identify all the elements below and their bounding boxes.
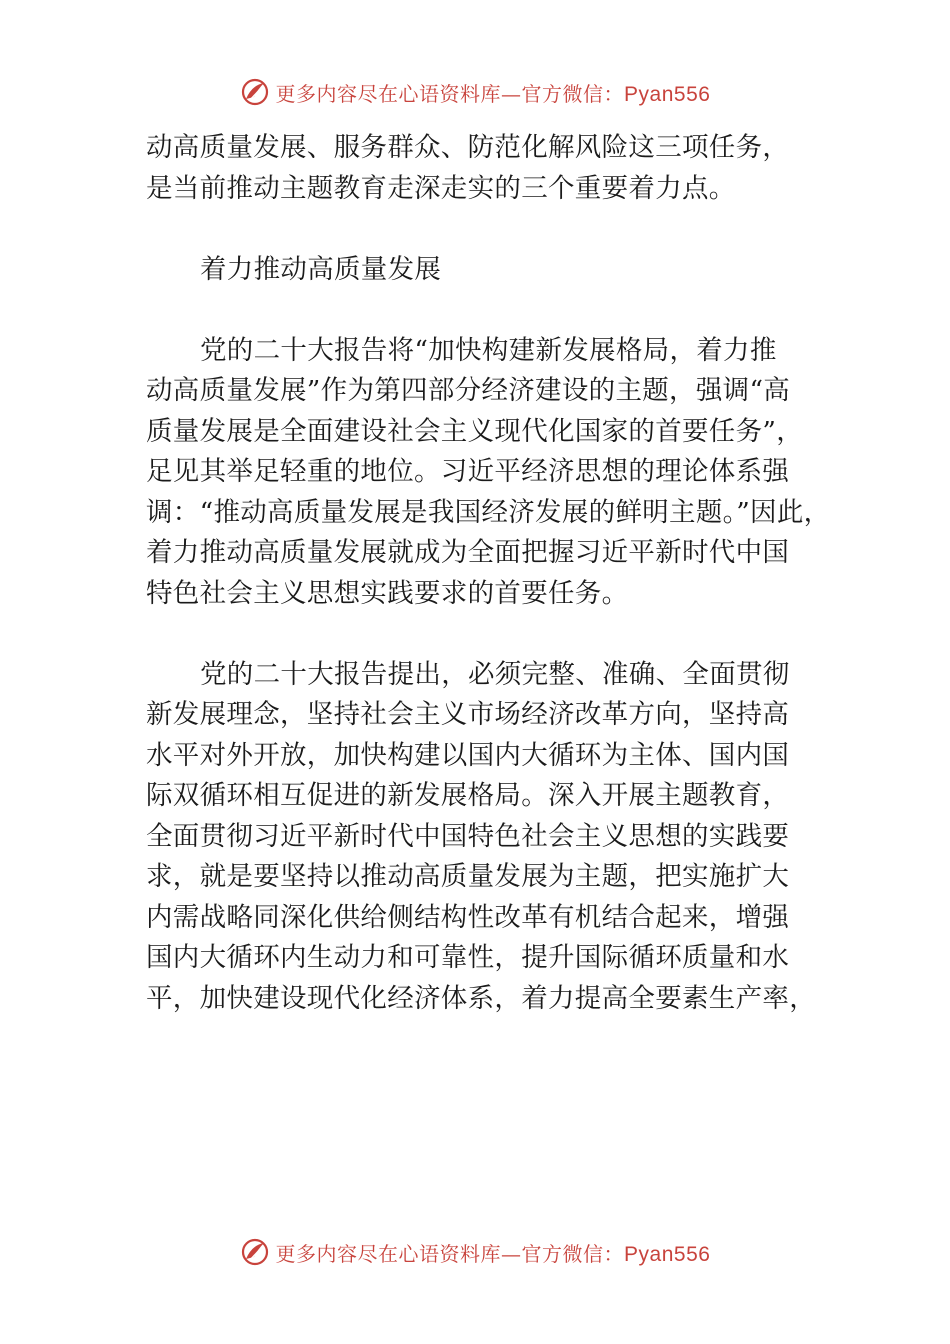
paragraph2-line: 全面贯彻习近平新时代中国特色社会主义思想的实践要 — [146, 820, 790, 852]
section-heading: 着力推动高质量发展 — [200, 253, 442, 285]
watermark-main-text: 更多内容尽在心语资料库— — [275, 1241, 522, 1266]
paragraph1-line: 特色社会主义思想实践要求的首要任务。 — [146, 577, 629, 609]
paragraph1-line: 党的二十大报告将“加快构建新发展格局，着力推 — [200, 334, 777, 366]
document-body — [146, 128, 846, 1019]
watermark-wechat-label: 官方微信： — [521, 1241, 625, 1266]
paragraph1-line: 动高质量发展”作为第四部分经济建设的主题，强调“高 — [146, 375, 791, 406]
paragraph2-line: 平，加快建设现代化经济体系，着力提高全要素生产率， — [146, 982, 816, 1014]
header-watermark — [0, 72, 950, 112]
watermark-wechat-id: Pyan556 — [624, 1242, 711, 1266]
paragraph-gap — [146, 290, 846, 331]
paragraph2-line: 水平对外开放，加快构建以国内大循环为主体、国内国 — [146, 739, 790, 771]
paragraph2-line: 党的二十大报告提出，必须完整、准确、全面贯彻 — [200, 658, 790, 690]
footer-watermark — [0, 1232, 950, 1272]
paragraph1-line: 调：“推动高质量发展是我国经济发展的鲜明主题。”因此， — [146, 496, 831, 528]
paragraph2-line: 国内大循环内生动力和可靠性，提升国际循环质量和水 — [146, 942, 790, 973]
intro-line: 动高质量发展、服务群众、防范化解风险这三项任务， — [146, 132, 790, 163]
paragraph1-line: 质量发展是全面建设社会主义现代化国家的首要任务”， — [146, 415, 804, 447]
paragraph2-line: 内需战略同深化供给侧结构性改革有机结合起来，增强 — [146, 901, 790, 933]
intro-line: 是当前推动主题教育走深走实的三个重要着力点。 — [146, 172, 736, 204]
watermark-text — [276, 1238, 711, 1267]
watermark-wechat-label: 官方微信： — [521, 81, 625, 106]
paragraph2-line: 求，就是要坚持以推动高质量发展为主题，把实施扩大 — [146, 861, 790, 892]
paragraph2-line: 新发展理念，坚持社会主义市场经济改革方向，坚持高 — [146, 699, 790, 730]
paragraph-gap — [146, 209, 846, 250]
paragraph1-line: 足见其举足轻重的地位。习近平经济思想的理论体系强 — [146, 456, 790, 487]
paragraph1-line: 着力推动高质量发展就成为全面把握习近平新时代中国 — [146, 537, 790, 568]
watermark-wechat-id: Pyan556 — [624, 82, 711, 106]
watermark-text — [276, 78, 711, 107]
logo-icon — [240, 77, 270, 107]
paragraph2-line: 际双循环相互促进的新发展格局。深入开展主题教育， — [146, 780, 790, 811]
paragraph-gap — [146, 614, 846, 655]
watermark-main-text: 更多内容尽在心语资料库— — [275, 81, 522, 106]
logo-icon — [240, 1237, 270, 1267]
